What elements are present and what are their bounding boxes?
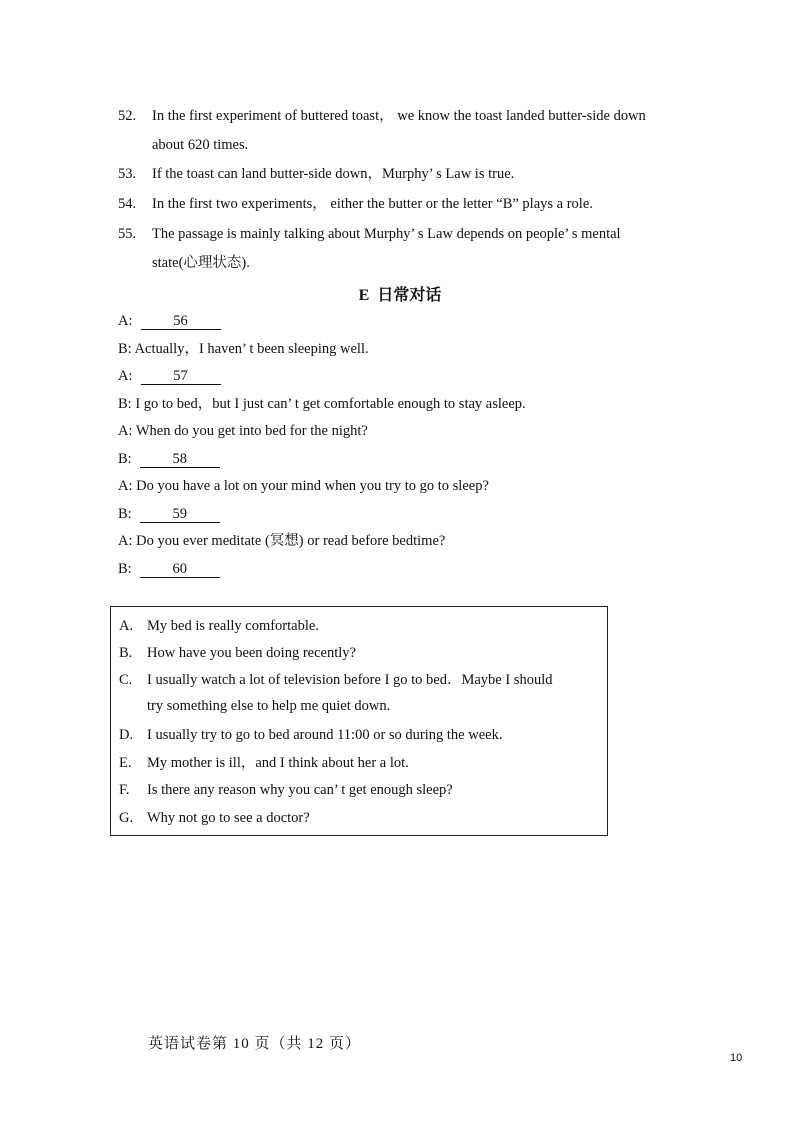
section-heading: 日常对话 <box>377 287 442 304</box>
dialogue-line-7 <box>118 476 489 496</box>
option-letter: E. <box>119 755 132 771</box>
dialogue-line-10 <box>118 559 220 579</box>
dialogue-text: When do you get into bed for the night? <box>135 423 368 439</box>
speaker-label: A: <box>118 313 133 329</box>
options-box <box>110 606 608 836</box>
dialogue-line-9 <box>118 531 445 551</box>
question-text: In the first two experiments， either the butter or the letter “B” plays a role. <box>152 196 593 212</box>
answer-blank[interactable]: 56 <box>141 313 221 330</box>
option-text: How have you been doing recently? <box>147 645 356 661</box>
option-letter: D. <box>119 727 134 743</box>
answer-blank[interactable]: 58 <box>140 451 220 468</box>
speaker-label: B: <box>118 561 132 577</box>
question-number: 53. <box>118 166 137 182</box>
question-text-continued: about 620 times. <box>152 137 249 153</box>
question-55 <box>118 224 718 273</box>
question-number: 52. <box>118 108 137 124</box>
dialogue-line-8 <box>118 504 220 524</box>
question-text: In the first experiment of buttered toast， we know the toast landed butter-side down <box>152 108 646 124</box>
option-text: I usually watch a lot of television before I go to bed．Maybe I should <box>147 672 553 688</box>
option-text: I usually try to go to bed around 11:00 or so during the week. <box>147 727 503 743</box>
option-text: My bed is really comfortable. <box>147 618 319 634</box>
option-c <box>119 670 599 716</box>
option-letter: B. <box>119 645 133 661</box>
option-a <box>119 616 599 636</box>
dialogue-text: Actually，I haven’ t been sleeping well. <box>134 341 369 357</box>
option-f <box>119 780 599 800</box>
speaker-label: A: <box>118 368 133 384</box>
option-text: Why not go to see a doctor? <box>147 810 310 826</box>
option-text: Is there any reason why you can’ t get enough sleep? <box>147 782 453 798</box>
option-g <box>119 808 599 828</box>
question-53 <box>118 164 718 184</box>
question-52 <box>118 106 718 155</box>
page-footer: 英语试卷第 10 页（共 12 页） <box>148 1036 362 1052</box>
option-d <box>119 725 599 745</box>
dialogue-line-5 <box>118 421 368 441</box>
option-letter: G. <box>119 810 134 826</box>
option-e <box>119 753 599 773</box>
dialogue-text: Do you ever meditate (冥想) or read before bedtime? <box>136 533 446 549</box>
page-number: 10 <box>730 1052 743 1064</box>
option-letter: F. <box>119 782 130 798</box>
speaker-label: B: <box>118 341 132 357</box>
dialogue-text: Do you have a lot on your mind when you try to go to sleep? <box>136 478 489 494</box>
option-letter: C. <box>119 672 133 688</box>
question-text-continued: state(心理状态). <box>152 255 250 271</box>
dialogue-line-4 <box>118 394 526 414</box>
dialogue-text: I go to bed，but I just can’ t get comfortable enough to stay asleep. <box>135 396 526 412</box>
dialogue-line-3 <box>118 366 221 386</box>
question-54 <box>118 194 718 214</box>
section-letter: E <box>358 287 370 304</box>
question-number: 55. <box>118 226 137 242</box>
speaker-label: B: <box>118 451 132 467</box>
option-b <box>119 643 599 663</box>
dialogue-line-1 <box>118 311 221 331</box>
speaker-label: A: <box>118 478 133 494</box>
speaker-label: B: <box>118 506 132 522</box>
answer-blank[interactable]: 57 <box>141 368 221 385</box>
option-text: My mother is ill，and I think about her a lot. <box>147 755 409 771</box>
speaker-label: A: <box>118 423 133 439</box>
dialogue-line-6 <box>118 449 220 469</box>
section-title <box>0 282 800 305</box>
question-text: The passage is mainly talking about Murphy’ s Law depends on people’ s mental <box>152 226 621 242</box>
question-number: 54. <box>118 196 137 212</box>
dialogue-line-2 <box>118 339 369 359</box>
question-text: If the toast can land butter-side down，Murphy’ s Law is true. <box>152 166 515 182</box>
speaker-label: B: <box>118 396 132 412</box>
answer-blank[interactable]: 59 <box>140 506 220 523</box>
answer-blank[interactable]: 60 <box>140 561 220 578</box>
option-letter: A. <box>119 618 134 634</box>
speaker-label: A: <box>118 533 133 549</box>
option-text-continued: try something else to help me quiet down. <box>147 698 391 714</box>
